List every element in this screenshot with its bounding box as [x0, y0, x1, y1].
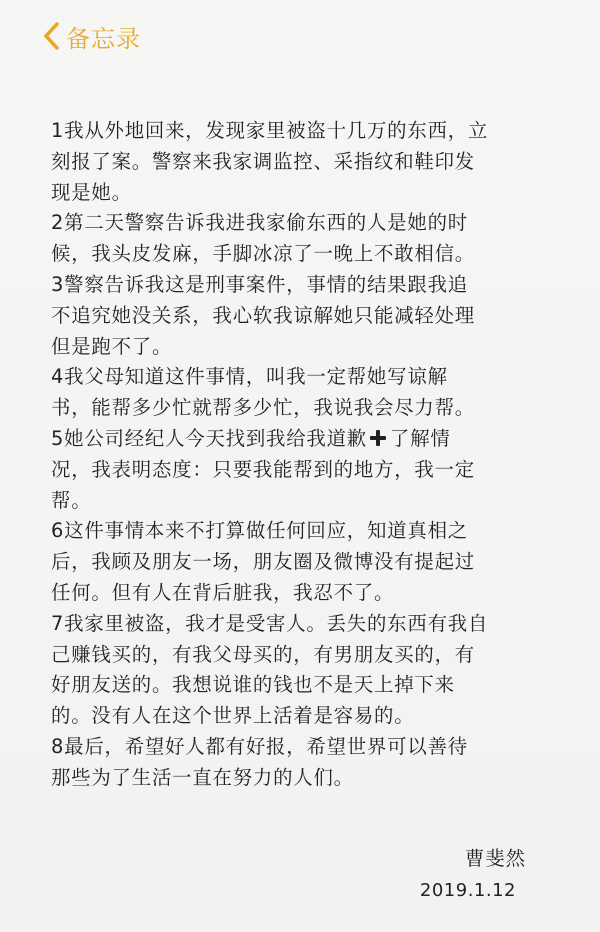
note-line: 那些为了生活一直在努力的人们。 [51, 765, 354, 789]
note-line: 的。没有人在这个世界上活着是容易的。 [51, 704, 415, 728]
note-line [51, 424, 571, 455]
note-line: 3警察告诉我这是刑事案件，事情的结果跟我追 [51, 272, 468, 296]
note-line: 2第二天警察告诉我进我家偷东西的人是她的时 [51, 211, 468, 235]
note-line: 6这件事情本来不打算做任何回应，知道真相之 [51, 519, 468, 543]
note-line: 好朋友送的。我想说谁的钱也不是天上掉下来 [51, 673, 455, 697]
note-date: 2019.1.12 [419, 880, 516, 901]
note-line-suffix: 了解情 [390, 426, 451, 450]
note-line: 不追究她没关系，我心软我谅解她只能减轻处理 [51, 303, 476, 327]
note-line: 帮。 [51, 488, 92, 512]
note-line: 1我从外地回来，发现家里被盗十几万的东西，立 [51, 119, 489, 142]
back-button[interactable] [40, 18, 141, 54]
note-body [51, 116, 571, 794]
note-line: 4我父母知道这件事情，叫我一定帮她写谅解 [51, 365, 448, 389]
plus-icon [369, 429, 387, 447]
chevron-left-icon [40, 20, 62, 52]
note-line: 任何。但有人在背后脏我，我忍不了。 [51, 580, 395, 604]
note-line: 候，我头皮发麻，手脚冰凉了一晚上不敢相信。 [51, 242, 476, 266]
note-line: 刻报了案。警察来我家调监控、采指纹和鞋印发 [51, 149, 476, 173]
back-label: 备忘录 [66, 24, 141, 53]
note-line: 况，我表明态度：只要我能帮到的地方，我一定 [51, 457, 476, 481]
note-line: 己赚钱买的，有我父母买的，有男朋友买的，有 [51, 642, 476, 666]
note-line: 但是跑不了。 [51, 334, 173, 358]
note-line: 8最后，希望好人都有好报，希望世界可以善待 [51, 734, 468, 758]
note-line: 后，我顾及朋友一场，朋友圈及微博没有提起过 [51, 550, 476, 574]
note-line-prefix: 5她公司经纪人今天找到我给我道歉 [51, 426, 367, 450]
note-line: 现是她。 [51, 180, 132, 204]
note-line: 7我家里被盗，我才是受害人。丢失的东西有我自 [51, 611, 489, 635]
note-line: 书，能帮多少忙就帮多少忙，我说我会尽力帮。 [51, 396, 476, 420]
navigation-bar [0, 0, 600, 80]
signature: 曹斐然 [464, 847, 526, 870]
